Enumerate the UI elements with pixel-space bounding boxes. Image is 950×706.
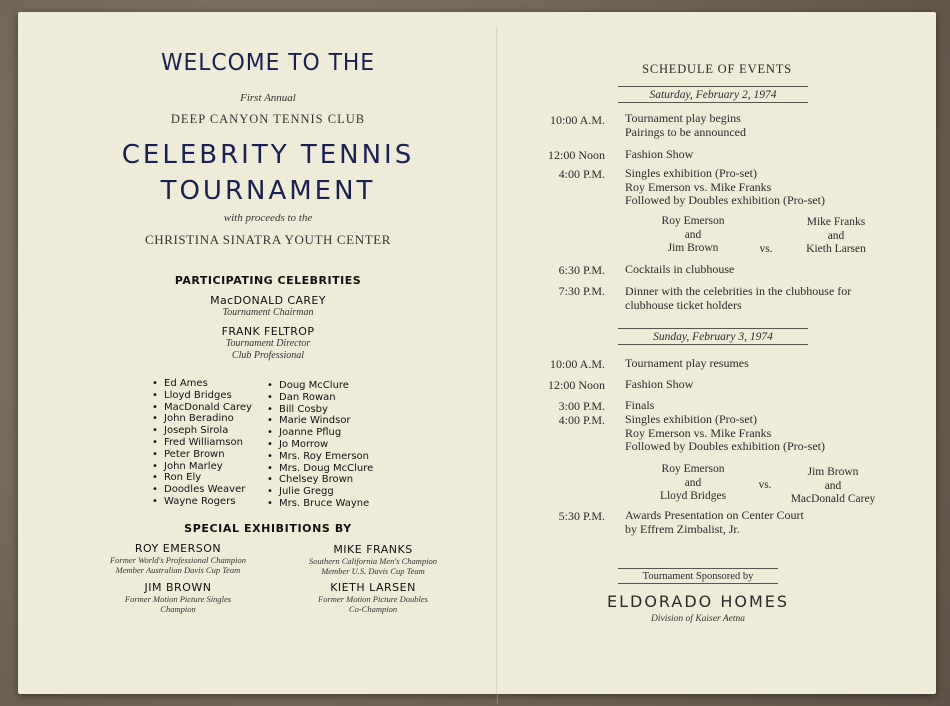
day-1-vs: vs. <box>759 243 773 255</box>
exhibitor-name: KIETH LARSEN <box>330 581 416 594</box>
event-time: 7:30 P.M. <box>558 284 605 298</box>
event-line: Singles exhibition (Pro-set) <box>625 412 757 426</box>
celebrity-list-item: • Julie Gregg <box>267 486 373 498</box>
event-line: clubhouse ticket holders <box>625 297 742 312</box>
and-text: and <box>827 229 845 242</box>
event-time: 5:30 P.M. <box>558 509 605 523</box>
exhibitor-desc: Champion <box>160 604 196 614</box>
event-time: 10:00 A.M. <box>549 113 605 127</box>
right-panel <box>498 12 936 694</box>
chairman-role: Tournament Chairman <box>222 307 314 318</box>
sponsor-division: Division of Kaiser Aetna <box>650 614 746 624</box>
title-line-1: CELEBRITY TENNIS <box>121 140 415 170</box>
exhibitor-jim-brown <box>78 581 278 614</box>
event-time: 3:00 P.M. <box>558 399 605 413</box>
day-1-doubles-team-2 <box>776 216 896 257</box>
event-desc <box>625 285 925 312</box>
event-desc <box>625 357 925 371</box>
event-desc <box>625 112 925 139</box>
event-line: Followed by Doubles exhibition (Pro-set) <box>625 193 825 207</box>
day-1-heading: Saturday, February 2, 1974 <box>618 86 808 103</box>
day-2-doubles-team-1 <box>638 463 748 504</box>
day-2-heading: Sunday, February 3, 1974 <box>618 328 808 345</box>
event-line: Singles exhibition (Pro-set) <box>625 166 757 180</box>
exhibitor-desc: Member U.S. Davis Cup Team <box>321 566 425 576</box>
exhibitor-desc: Former Motion Picture Doubles <box>318 594 428 604</box>
player-name: Jim Brown <box>807 466 859 478</box>
event-desc <box>625 148 925 162</box>
event-desc <box>625 413 925 454</box>
player-name: Lloyd Bridges <box>659 490 727 502</box>
celebrity-list-item: • Peter Brown <box>152 449 252 461</box>
celebrity-list-item: • Marie Windsor <box>267 415 373 427</box>
special-exhibitions-heading: SPECIAL EXHIBITIONS BY <box>184 522 352 535</box>
director-role: Tournament Director <box>225 338 311 349</box>
celebrity-list-item: • Joseph Sirola <box>152 425 252 437</box>
event-desc <box>625 263 925 277</box>
event-time: 4:00 P.M. <box>558 167 605 181</box>
event-line: Fashion Show <box>625 147 694 161</box>
sponsor-heading: Tournament Sponsored by <box>618 568 778 584</box>
celebrity-list-item: • John Marley <box>152 461 252 473</box>
event-line: Cocktails in clubhouse <box>625 262 735 276</box>
event-line: Tournament play resumes <box>625 356 749 370</box>
exhibitor-desc: Co-Champion <box>348 604 398 614</box>
event-time: 4:00 P.M. <box>558 413 605 427</box>
day-2-vs: vs. <box>758 479 772 491</box>
celebrity-list-item: • Doodles Weaver <box>152 484 252 496</box>
sponsor-logo: ELDORADO HOMES <box>606 592 790 611</box>
participating-heading: PARTICIPATING CELEBRITIES <box>174 274 362 287</box>
celebrity-list-item: • Ed Ames <box>152 378 252 390</box>
celebrity-list-item: • MacDonald Carey <box>152 402 252 414</box>
and-text: and <box>684 228 702 241</box>
event-time: 6:30 P.M. <box>558 263 605 277</box>
proceeds-text: with proceeds to the <box>223 212 313 224</box>
celebrity-list-item: • Bill Cosby <box>267 404 373 416</box>
player-name: Roy Emerson <box>661 215 725 227</box>
exhibitor-desc: Former Motion Picture Singles <box>124 594 232 604</box>
event-line: Followed by Doubles exhibition (Pro-set) <box>625 439 825 453</box>
exhibitor-mike-franks <box>273 543 473 576</box>
director-name: FRANK FELTROP <box>221 325 315 338</box>
exhibitor-desc: Former World's Professional Champion <box>109 555 247 565</box>
celebrity-list-item: • Doug McClure <box>267 380 373 392</box>
exhibitor-name: ROY EMERSON <box>134 542 222 555</box>
celebrity-list-item: • Mrs. Roy Emerson <box>267 451 373 463</box>
exhibitor-name: MIKE FRANKS <box>333 543 413 556</box>
celebrity-list-item: • Fred Williamson <box>152 437 252 449</box>
player-name: Roy Emerson <box>661 463 725 475</box>
welcome-heading: WELCOME TO THE <box>160 50 376 76</box>
exhibitor-roy-emerson <box>78 542 278 575</box>
event-line: Dinner with the celebrities in the clubhouse for <box>625 284 852 298</box>
chairman-name: MacDONALD CAREY <box>210 294 326 307</box>
event-time: 10:00 A.M. <box>549 357 605 371</box>
player-name: Kieth Larsen <box>806 243 866 255</box>
event-line: Pairings to be announced <box>625 124 746 139</box>
event-line: Roy Emerson vs. Mike Franks <box>625 179 772 194</box>
day-2-doubles-team-2 <box>768 466 898 507</box>
event-line: Fashion Show <box>625 377 694 391</box>
exhibitor-desc: Southern California Men's Champion <box>308 556 438 566</box>
event-line: by Effrem Zimbalist, Jr. <box>625 521 740 536</box>
celebrity-list-2 <box>267 380 373 510</box>
event-desc <box>625 399 925 413</box>
celebrity-list-item: • Dan Rowan <box>267 392 373 404</box>
celebrity-list-item: • Joanne Pflug <box>267 427 373 439</box>
and-text: and <box>824 479 842 492</box>
event-line: Awards Presentation on Center Court <box>625 508 804 522</box>
celebrity-list-item: • Ron Ely <box>152 472 252 484</box>
event-line: Roy Emerson vs. Mike Franks <box>625 425 772 440</box>
player-name: Jim Brown <box>667 242 719 254</box>
left-panel <box>48 12 488 694</box>
program-card <box>18 12 936 694</box>
exhibitor-name: JIM BROWN <box>144 581 212 594</box>
event-line: Tournament play begins <box>625 111 741 125</box>
event-time: 12:00 Noon <box>548 378 605 392</box>
celebrity-list-item: • Mrs. Doug McClure <box>267 463 373 475</box>
celebrity-list-item: • Mrs. Bruce Wayne <box>267 498 373 510</box>
exhibitor-kieth-larsen <box>273 581 473 614</box>
celebrity-list-item: • Jo Morrow <box>267 439 373 451</box>
exhibitor-desc: Member Australian Davis Cup Team <box>115 565 241 575</box>
day-1-doubles-team-1 <box>638 215 748 256</box>
player-name: MacDonald Carey <box>790 493 876 505</box>
director-role-2: Club Professional <box>231 350 305 361</box>
celebrity-list-item: • Wayne Rogers <box>152 496 252 508</box>
event-time: 12:00 Noon <box>548 148 605 162</box>
celebrity-list-item: • John Beradino <box>152 413 252 425</box>
event-desc <box>625 509 925 536</box>
beneficiary-name: CHRISTINA SINATRA YOUTH CENTER <box>144 232 392 247</box>
club-name: DEEP CANYON TENNIS CLUB <box>170 112 366 126</box>
title-line-2: TOURNAMENT <box>160 176 376 206</box>
event-desc <box>625 167 925 208</box>
and-text: and <box>684 476 702 489</box>
player-name: Mike Franks <box>806 216 866 228</box>
celebrity-list-item: • Lloyd Bridges <box>152 390 252 402</box>
first-annual: First Annual <box>240 92 296 104</box>
celebrity-list-item: • Chelsey Brown <box>267 474 373 486</box>
schedule-title: SCHEDULE OF EVENTS <box>642 62 792 76</box>
event-desc <box>625 378 925 392</box>
celebrity-list-1 <box>152 378 252 508</box>
event-line: Finals <box>625 398 655 412</box>
